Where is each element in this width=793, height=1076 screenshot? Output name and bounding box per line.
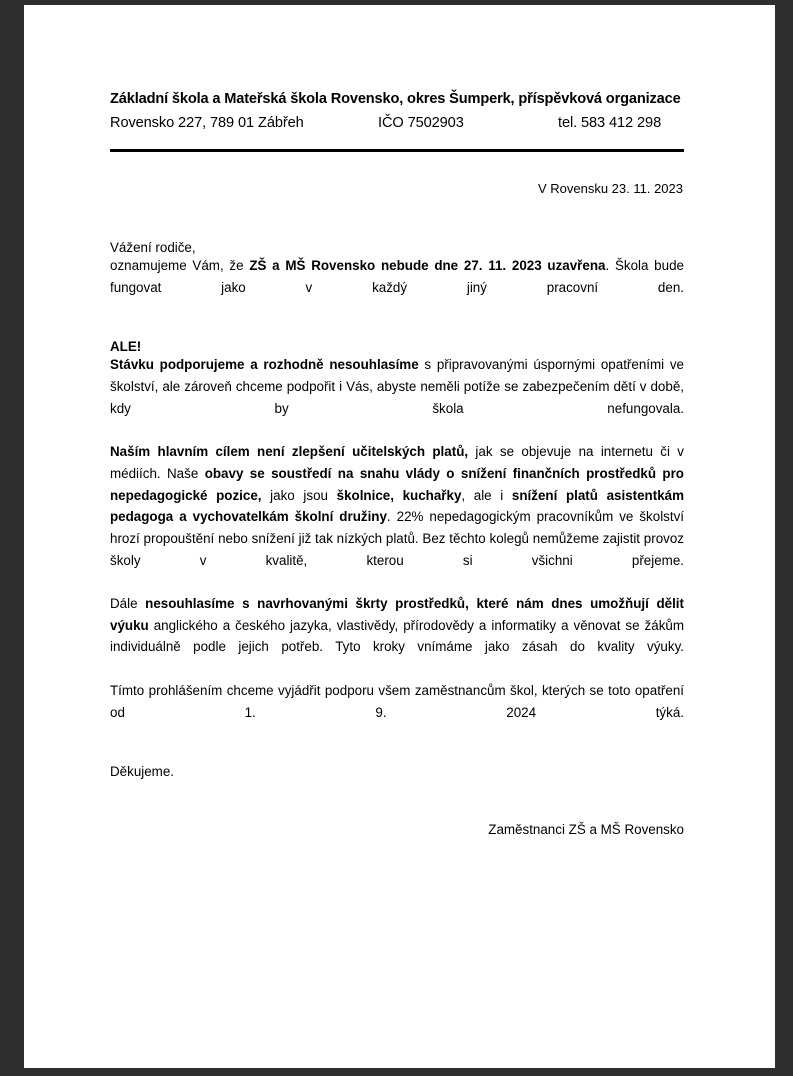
letterhead-ico: IČO 7502903 [378, 115, 464, 132]
letterhead-address: Rovensko 227, 789 01 Zábřeh [110, 115, 304, 132]
paragraph-announcement-bold-1: ZŠ a MŠ Rovensko nebude dne 27. 11. 2023 uzavřena [249, 258, 606, 274]
paragraph-main-goal-bold-4: snížení platů asistentkám pedagoga a vychovatelkám školní družiny [110, 487, 684, 525]
paragraph-announcement [110, 255, 684, 320]
paragraph-strike-support [110, 354, 684, 441]
emphasis-heading: ALE! [110, 339, 142, 355]
paragraph-announcement-text-2: . Škola bude fungovat jako v každý jiný pracovní den. [110, 258, 684, 295]
paragraph-main-goal [110, 441, 684, 593]
paragraph-main-goal-text-1: jak se objevuje na internetu či v médiích. Naše [110, 444, 684, 481]
letterhead-phone: tel. 583 412 298 [558, 115, 662, 132]
letterhead-contact-row [110, 115, 684, 139]
paragraph-budget-cuts [110, 593, 684, 680]
closing-thanks: Děkujeme. [110, 764, 175, 779]
paragraph-main-goal-text-4: . 22% nepedagogickým pracovníkům ve školství hrozí propouštění nebo snížení již tak nízkých platů. Bez těchto kolegů nemůžeme zajistit provoz školy v kvalitě, kterou si všichni přejeme. [110, 509, 684, 568]
document-page [24, 5, 775, 1068]
paragraph-budget-cuts-text-2: anglického a českého jazyka, vlastivědy, přírodovědy a informatiky a věnovat se žákům individuálně podle jejich potřeb. Tyto kroky vnímáme jako zásah do kvality výuky. [110, 617, 684, 655]
paragraph-budget-cuts-bold-1: nesouhlasíme s navrhovanými škrty prostředků, které nám dnes umožňují dělit výuku [110, 596, 684, 633]
dateline: V Rovensku 23. 11. 2023 [537, 181, 683, 197]
paragraph-declaration: Tímto prohlášením chceme vyjádřit podporu všem zaměstnancům škol, kterých se toto opatření od 1. 9. 2024 týká. [110, 682, 684, 720]
signature: Zaměstnanci ZŠ a MŠ Rovensko [488, 822, 684, 837]
paragraph-strike-support-text-1: s připravovanými úspornými opatřeními ve školství, ale zároveň chceme podpořit i Vás, abyste neměli potíže se zabezpečením dětí v době, kdy by škola nefungovala. [110, 357, 685, 416]
paragraph-main-goal-bold-1: Naším hlavním cílem není zlepšení učitelských platů, [110, 444, 469, 460]
paragraph-strike-support-bold-1: Stávku podporujeme a rozhodně nesouhlasíme [110, 357, 419, 373]
document-content [110, 90, 684, 837]
letterhead-organization: Základní škola a Mateřská škola Rovensko, okres Šumperk, příspěvková organizace [110, 91, 681, 107]
paragraph-main-goal-bold-3: školnice, kuchařky [336, 487, 462, 503]
paragraph-announcement-text-1: oznamujeme Vám, že [110, 258, 250, 274]
letterhead-divider [110, 149, 684, 152]
paragraph-main-goal-text-2: jako jsou [261, 487, 337, 503]
paragraph-main-goal-text-3: , ale i [461, 487, 512, 503]
paragraph-budget-cuts-text-1: Dále [110, 596, 146, 612]
salutation: Vážení rodiče, [110, 240, 196, 256]
paragraph-main-goal-bold-2: obavy se soustředí na snahu vlády o snížení finančních prostředků pro nepedagogické pozice, [110, 465, 684, 503]
